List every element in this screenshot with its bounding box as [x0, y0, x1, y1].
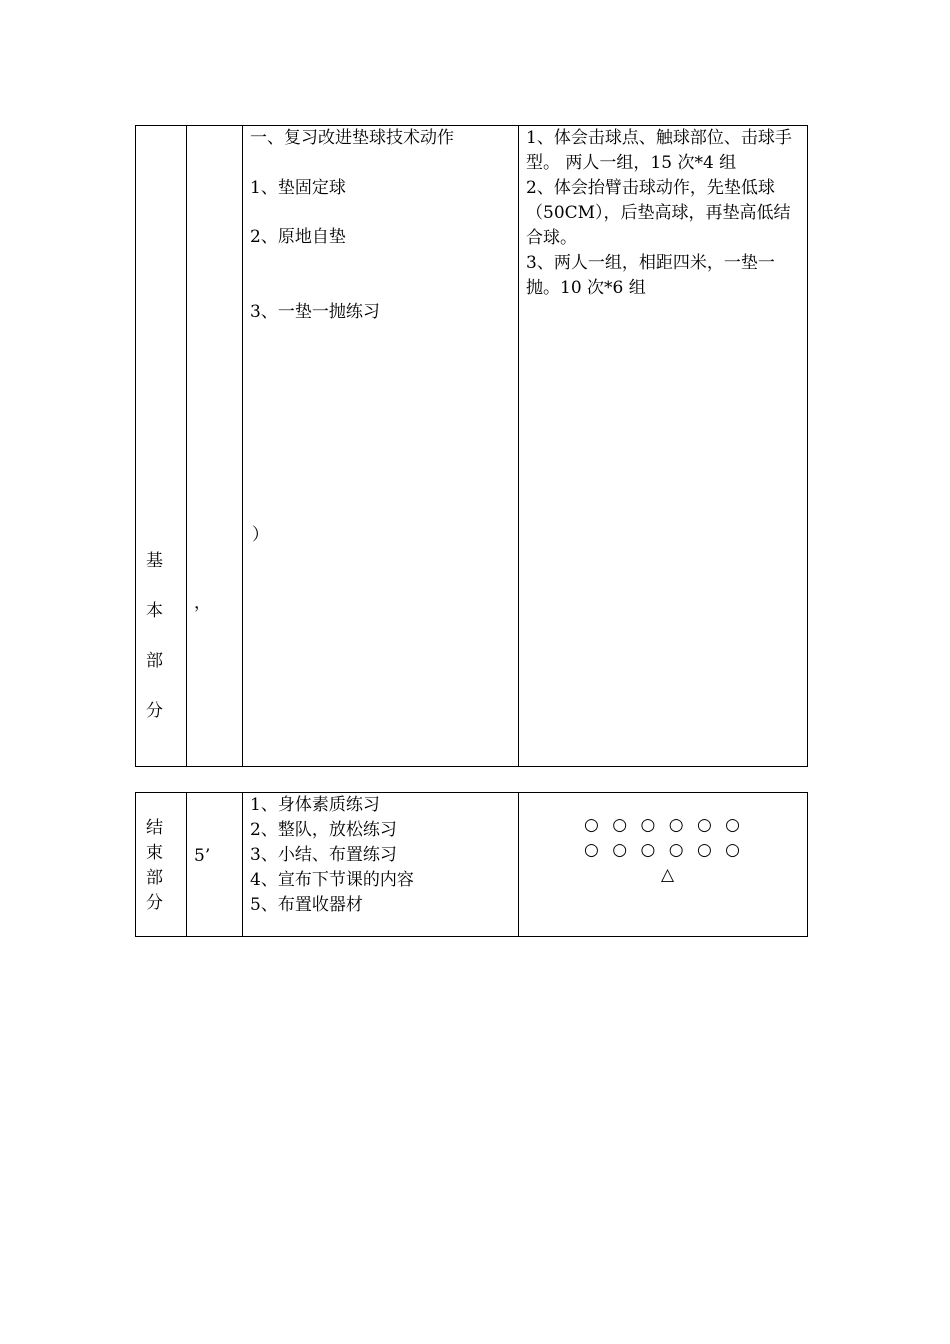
method-line: 3、两人一组，相距四米，一垫一	[526, 253, 775, 273]
ending-section-table	[135, 792, 808, 937]
time-cell	[186, 126, 243, 766]
method-line: 1、体会击球点、触球部位、击球手	[526, 128, 792, 148]
content-item: 1、垫固定球	[250, 178, 346, 198]
method-cell	[518, 126, 807, 766]
section-label-char: 分	[146, 893, 163, 913]
content-item: 3、一垫一抛练习	[250, 302, 380, 322]
content-item: 4、宣布下节课的内容	[250, 870, 414, 890]
content-heading: 一、复习改进垫球技术动作	[250, 128, 454, 148]
teacher-triangle-icon: △	[661, 865, 675, 885]
method-line: 型。 两人一组，15 次*4 组	[526, 153, 737, 173]
method-line: 抛。10 次*6 组	[526, 278, 646, 298]
section-label-char: 结	[146, 818, 163, 838]
section-label-char: 部	[146, 651, 163, 671]
method-line: 2、体会抬臂击球动作，先垫低球	[526, 178, 775, 198]
content-cell	[242, 126, 519, 766]
section-label-char: 本	[146, 601, 163, 621]
content-item: 3、小结、布置练习	[250, 845, 397, 865]
section-label-char: 部	[146, 868, 163, 888]
content-item: 1、身体素质练习	[250, 795, 380, 815]
formation-cell	[518, 793, 807, 936]
section-label-char: 分	[146, 701, 163, 721]
section-label-cell	[136, 793, 187, 936]
time-cell	[186, 793, 243, 936]
content-cell	[242, 793, 519, 936]
stray-mark: ）	[252, 525, 269, 545]
formation-row-2: ○ ○ ○ ○ ○ ○	[584, 840, 745, 860]
time-value: 5’	[194, 846, 211, 866]
time-mark: ，	[194, 593, 211, 613]
content-item: 2、整队，放松练习	[250, 820, 397, 840]
section-label-char: 基	[146, 551, 163, 571]
section-label-char: 束	[146, 843, 163, 863]
section-label-cell	[136, 126, 187, 766]
formation-row-1: ○ ○ ○ ○ ○ ○	[584, 815, 745, 835]
basic-section-table	[135, 125, 808, 767]
content-item: 5、布置收器材	[250, 895, 363, 915]
content-item: 2、原地自垫	[250, 227, 346, 247]
method-line: （50CM），后垫高球，再垫高低结	[526, 203, 791, 223]
method-line: 合球。	[526, 228, 577, 248]
